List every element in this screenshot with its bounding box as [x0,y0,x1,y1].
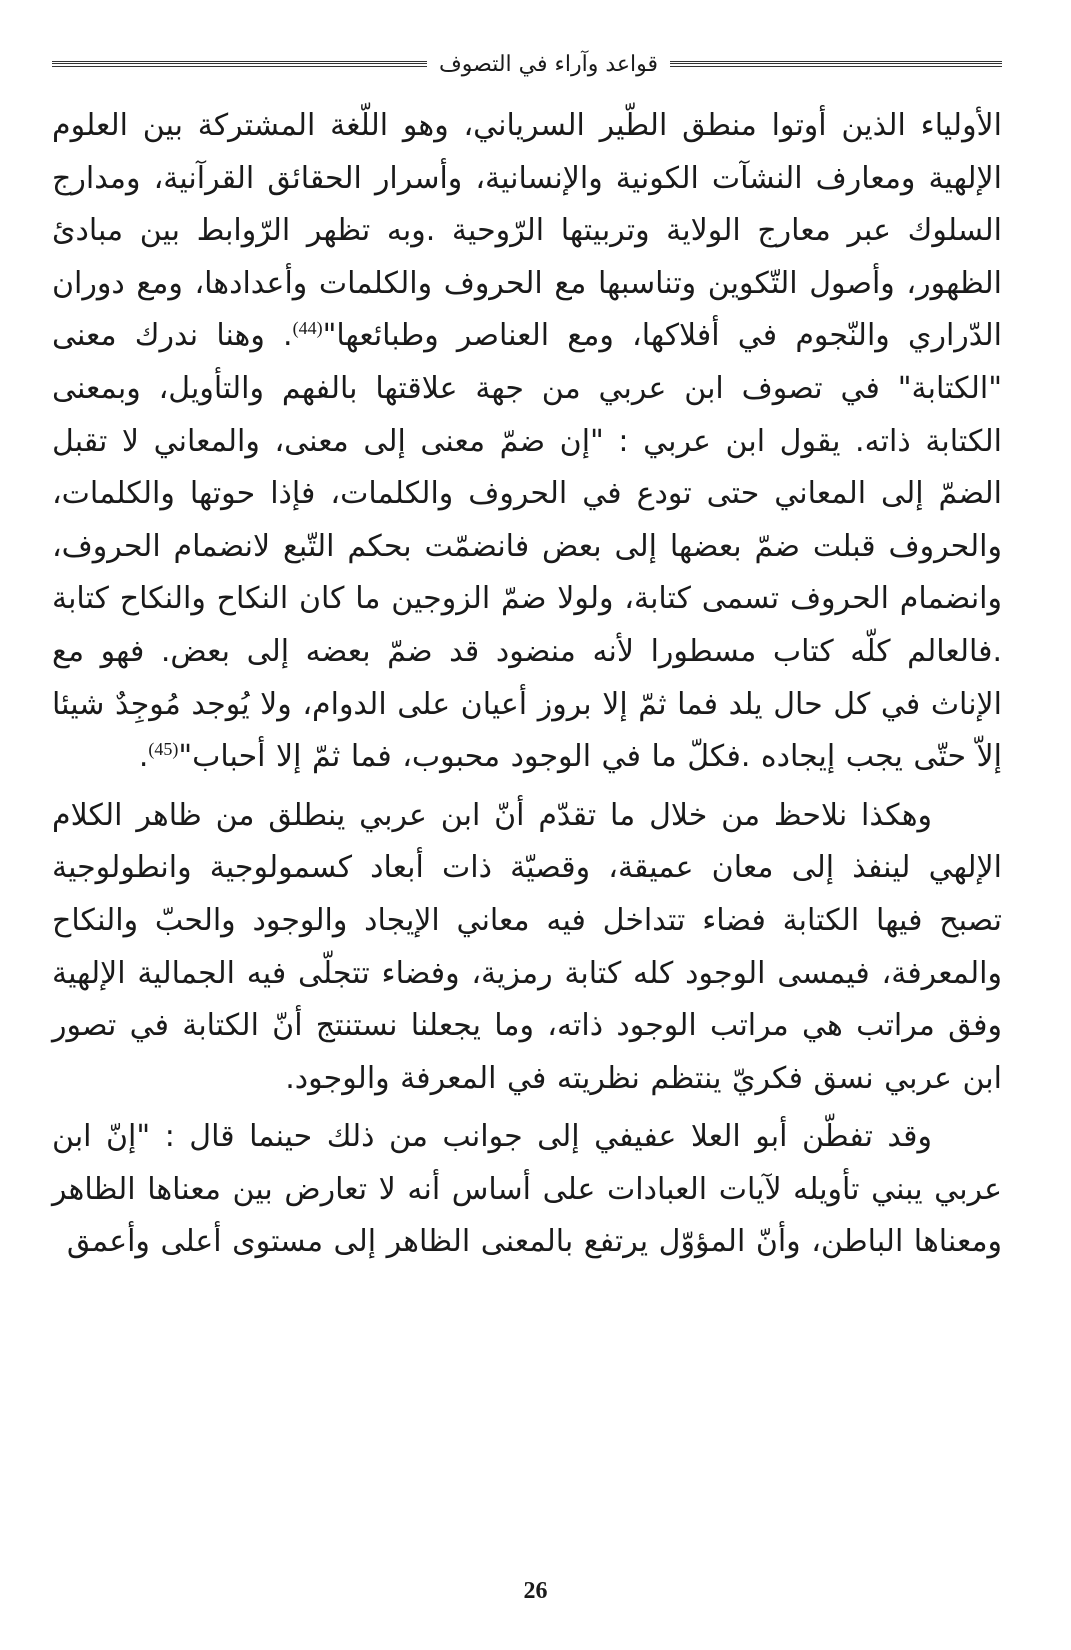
paragraph-1-text-b: . وهنا ندرك معنى "الكتابة" في تصوف ابن عربي من جهة علاقتها بالفهم والتأويل، وبمعنى الكتابة ذاته. يقول ابن عربي : "إن ضمّ معنى إلى معنى، والمعاني لا تقبل الضمّ إلى المعاني حتى تودع في الحروف والكلمات، فإذا حوتها والكلمات، والحروف قبلت ضمّ بعضها إلى بعض فانضمّت بحكم التّبع لانضمام الحروف، وانضمام الحروف تسمى كتابة، ولولا ضمّ الزوجين ما كان النكاح والنكاح كتابة .فالعالم كلّه كتاب مسطورا لأنه منضود قد ضمّ بعضه إلى بعض. فهو مع الإناث في كل حال يلد فما ثمّ إلا بروز أعيان على الدوام، ولا يُوجد مُوجِدٌ شيئا إلاّ حتّى يجب إيجاده .فكلّ ما في الوجود محبوب، فما ثمّ إلا أحباب" [52,318,1002,775]
page-number: 26 [523,1578,548,1604]
running-header [52,44,1002,84]
footnote-ref-44: (44) [292,318,323,339]
header-title: قواعد وآراء في التصوف [438,51,658,77]
paragraph-1-text-a: الأولياء الذين أوتوا منطق الطّير السرياني، وهو اللّغة المشتركة بين العلوم الإلهية ومعارف النشآت الكونية والإنسانية، وأسرار الحقائق القرآنية، ومدارج السلوك عبر معارج الولاية وتربيتها الرّوحية .وبه تظهر الرّوابط بين مبادئ الظهور، وأصول التّكوين وتناسبها مع الحروف والكلمات وأعدادها، ومع دوران الدّراري والنّجوم في أفلاكها، ومع العناصر وطبائعها" [52,108,1002,354]
paragraph-2: وهكذا نلاحظ من خلال ما تقدّم أنّ ابن عربي ينطلق من ظاهر الكلام الإلهي لينفذ إلى معان عميقة، وقصيّة ذات أبعاد كسمولوجية وانطولوجية تصبح فيها الكتابة فضاء تتداخل فيه معاني الإيجاد والوجود والحبّ والنكاح والمعرفة، فيمسى الوجود كله كتابة رمزية، وفضاء تتجلّى فيه الجمالية الإلهية وفق مراتب هي مراتب الوجود ذاته، وما يجعلنا نستنتج أنّ الكتابة في تصور ابن عربي نسق فكريّ ينتظم نظريته في المعرفة والوجود. [52,797,1002,1096]
header-rule-left [52,61,427,67]
footnote-ref-45: (45) [148,739,179,760]
header-rule-right [670,61,1002,67]
paragraph-1-text-c: . [138,739,149,775]
body-text [52,100,1002,1269]
paragraph-1 [52,100,1002,784]
paragraph-3: وقد تفطّن أبو العلا عفيفي إلى جوانب من ذلك حينما قال : "إنّ ابن عربي يبني تأويله لآيات العبادات على أساس أنه لا تعارض بين معناها الظاهر ومعناها الباطن، وأنّ المؤوّل يرتفع بالمعنى الظاهر إلى مستوى أعلى وأعمق [52,1119,1002,1260]
